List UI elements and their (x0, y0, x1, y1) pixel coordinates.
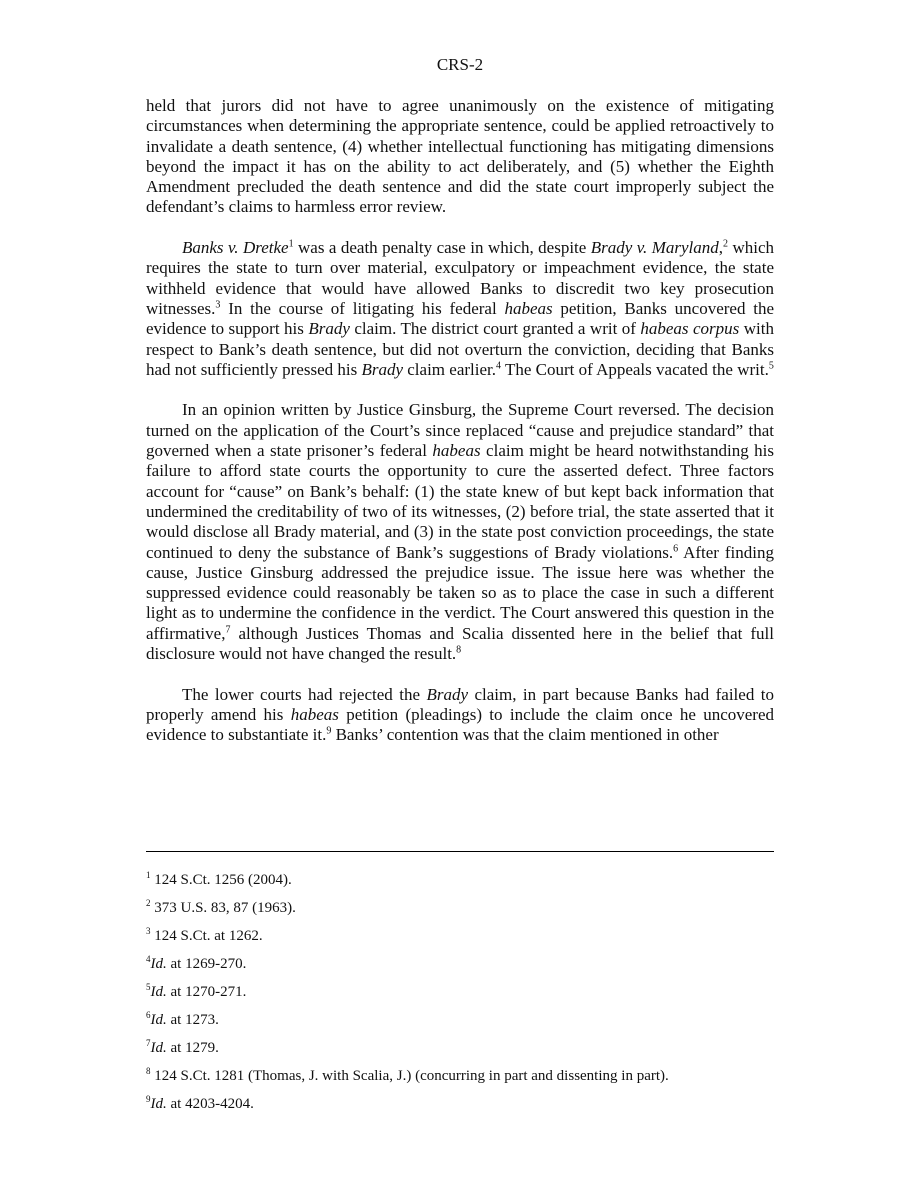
footnote-7: $^7$Id. at 1279. (146, 1038, 219, 1056)
footnote-4: $^4$Id. at 1269-270. (146, 954, 247, 972)
footnote-ref[interactable]: 2 (723, 238, 729, 250)
footnote-ref[interactable]: 6 (673, 542, 679, 554)
footnote-ref[interactable]: 7 (225, 624, 231, 636)
page-number-header: CRS-2 (436, 55, 484, 74)
document-body (146, 96, 774, 766)
footnote-ref[interactable]: 8 (456, 644, 462, 656)
case-name-banks: Banks v. Dretke (182, 238, 289, 258)
footnote-5: $^5$Id. at 1270-271. (146, 982, 247, 1000)
footnote-9: $^9$Id. at 4203-4204. (146, 1094, 254, 1112)
paragraph-3: In an opinion written by Justice Ginsburg, the Supreme Court reversed. The decision turned on the application of the Court’s since replaced “cause and prejudice standard” that governed when a state prisoner’s federal habeas claim might be heard notwithstanding his failure to afford state courts the opportunity to cure the asserted defect. Three factors account for “cause” on Bank’s behalf: (1) the state knew of but kept back information that undermined the creditability of two of its witnesses, (2) before trial, the state asserted that it would disclose all Brady material, and (3) in the state post conviction proceedings, the state continued to deny the substance of Bank’s suggestions of Brady violations.$^6$ After finding cause, Justice Ginsburg addressed the prejudice issue. The issue here was whether the suppressed evidence could reasonably be taken so as to place the case in such a different light as to undermine the confidence in the verdict. The Court answered this question in the affirmative,$^7$ although Justices Thomas and Scalia dissented here in the belief that full disclosure would not have changed the result.$^8$ (146, 400, 774, 664)
footnote-ref[interactable]: 5 (768, 360, 774, 372)
footnote-ref[interactable]: 4 (496, 360, 501, 372)
footnote-8: $^8$ 124 S.Ct. 1281 (Thomas, J. with Scalia, J.) (concurring in part and dissenting in part). (146, 1066, 669, 1084)
footnote-6: $^6$Id. at 1273. (146, 1010, 219, 1028)
footnotes-section (146, 870, 774, 1122)
footnote-divider (146, 851, 774, 852)
footnote-3: $^3$ 124 S.Ct. at 1262. (146, 926, 263, 944)
footnote-ref[interactable]: 1 (288, 238, 294, 250)
footnote-ref[interactable]: 9 (326, 725, 332, 737)
paragraph-2: Banks v. Dretke$^1$ was a death penalty case in which, despite Brady v. Maryland,$^2$ which requires the state to turn over material, exculpatory or impeachment evidence, the state withheld evidence that would have allowed Banks to discredit two key prosecution witnesses.$^3$ In the course of litigating his federal habeas petition, Banks uncovered the evidence to support his Brady claim. The district court granted a writ of habeas corpus with respect to Bank’s death sentence, but did not overturn the conviction, deciding that Banks had not sufficiently pressed his Brady claim earlier.$^4$ The Court of Appeals vacated the writ.$^5$ (146, 238, 774, 379)
paragraph-1: held that jurors did not have to agree unanimously on the existence of mitigating circumstances when determining the appropriate sentence, could be applied retroactively to invalidate a death sentence, (4) whether intellectual functioning has mitigating dimensions beyond the impact it has on the ability to act deliberately, and (5) whether the Eighth Amendment precluded the death sentence and did the state court improperly subject the defendant’s claims to harmless error review. (146, 96, 774, 217)
paragraph-4: The lower courts had rejected the Brady claim, in part because Banks had failed to properly amend his habeas petition (pleadings) to include the claim once he uncovered evidence to substantiate it.$^9$ Banks’ contention was that the claim mentioned in other (146, 684, 774, 745)
footnote-1: $^1$ 124 S.Ct. 1256 (2004). (146, 870, 292, 888)
footnote-ref[interactable]: 3 (215, 299, 221, 311)
footnote-2: $^2$ 373 U.S. 83, 87 (1963). (146, 898, 296, 916)
case-name-brady: Brady v. Maryland (590, 238, 719, 258)
